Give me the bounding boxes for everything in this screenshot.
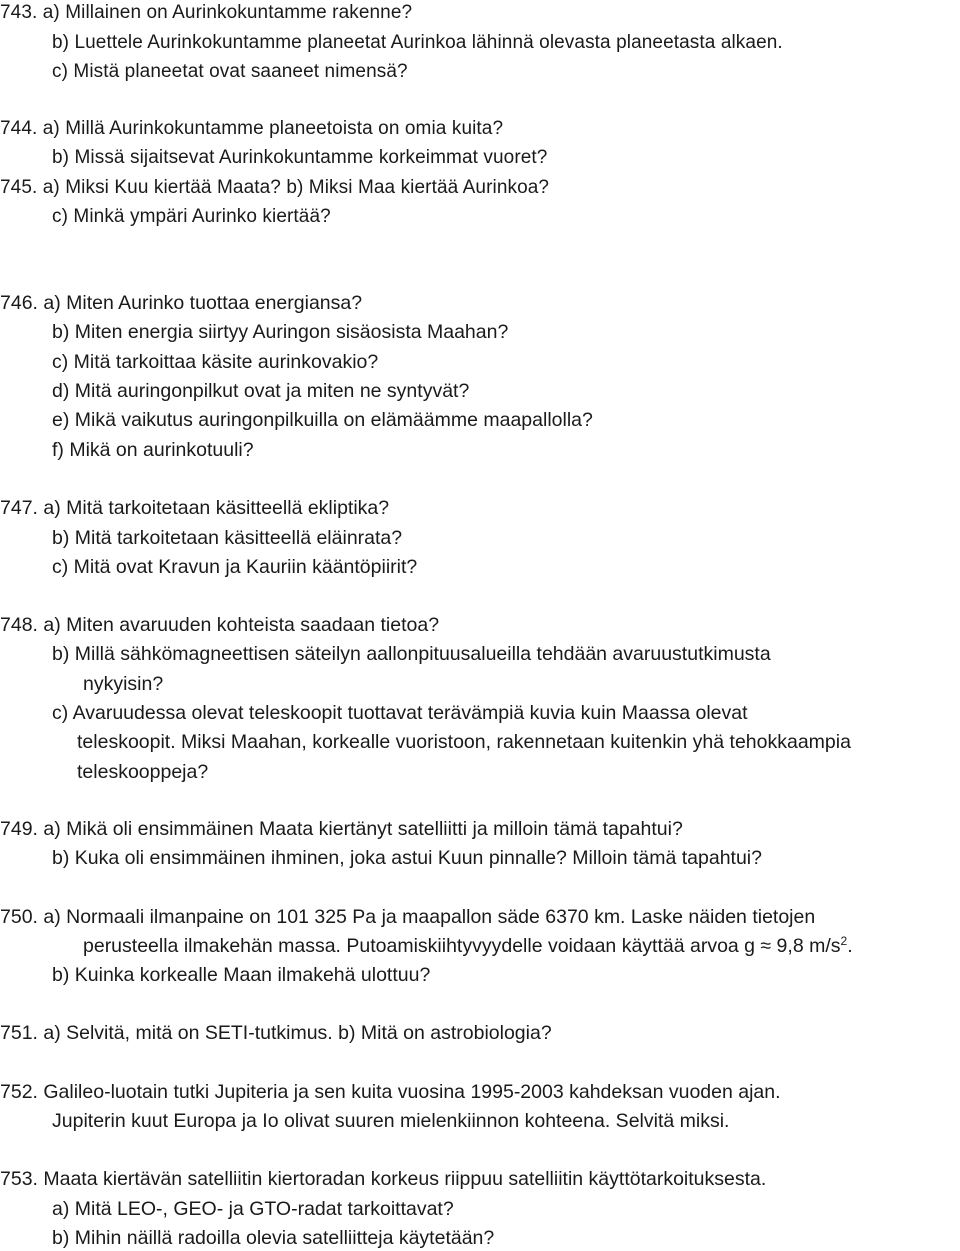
q746-d: d) Mitä auringonpilkut ovat ja miten ne syntyvät?	[52, 380, 470, 402]
q752-line2: Jupiterin kuut Europa ja Io olivat suuren mielenkiinnon kohteena. Selvitä miksi.	[52, 1110, 730, 1132]
q750-exponent: 2	[840, 934, 848, 948]
q748-a: 748. a) Miten avaruuden kohteista saadaan tietoa?	[0, 614, 440, 636]
q745-ab: 745. a) Miksi Kuu kiertää Maata? b) Miksi Maa kiertää Aurinkoa?	[0, 177, 550, 198]
q747-c: c) Mitä ovat Kravun ja Kauriin kääntöpiirit?	[52, 556, 418, 578]
q751-ab: 751. a) Selvitä, mitä on SETI-tutkimus. b) Mitä on astrobiologia?	[0, 1022, 552, 1044]
q749-a: 749. a) Mikä oli ensimmäinen Maata kiertänyt satelliitti ja milloin tämä tapahtui?	[0, 818, 683, 840]
q753-line1: 753. Maata kiertävän satelliitin kiertoradan korkeus riippuu satelliitin käyttötarkoituksesta.	[0, 1168, 767, 1190]
q746-c: c) Mitä tarkoittaa käsite aurinkovakio?	[52, 351, 379, 373]
q746-b: b) Miten energia siirtyy Auringon sisäosista Maahan?	[52, 321, 509, 343]
q752-line1: 752. Galileo-luotain tutki Jupiteria ja sen kuita vuosina 1995-2003 kahdeksan vuoden ajan.	[0, 1081, 781, 1103]
q747-b: b) Mitä tarkoitetaan käsitteellä eläinrata?	[52, 527, 403, 549]
q744-a: 744. a) Millä Aurinkokuntamme planeetoista on omia kuita?	[0, 118, 504, 139]
q750-a-line2-text: perusteella ilmakehän massa. Putoamiskiihtyvyydelle voidaan käyttää arvoa g ≈ 9,8 m/s	[83, 935, 841, 957]
q745-c: c) Minkä ympäri Aurinko kiertää?	[52, 206, 331, 227]
q748-b-line1: b) Millä sähkömagneettisen säteilyn aallonpituusalueilla tehdään avaruustutkimusta	[52, 643, 771, 665]
q753-a: a) Mitä LEO-, GEO- ja GTO-radat tarkoittavat?	[52, 1198, 454, 1220]
q753-b: b) Mihin näillä radoilla olevia satelliitteja käytetään?	[52, 1227, 495, 1249]
q743-c: c) Mistä planeetat ovat saaneet nimensä?	[52, 61, 408, 82]
q750-a-line2-period: .	[847, 935, 853, 957]
q743-b: b) Luettele Aurinkokuntamme planeetat Aurinkoa lähinnä olevasta planeetasta alkaen.	[52, 32, 783, 53]
q744-b: b) Missä sijaitsevat Aurinkokuntamme korkeimmat vuoret?	[52, 147, 548, 168]
q748-c-line2: teleskoopit. Miksi Maahan, korkealle vuoristoon, rakennetaan kuitenkin yhä tehokkaampia	[77, 731, 851, 753]
q748-b-line2: nykyisin?	[83, 673, 164, 695]
q743-a: 743. a) Millainen on Aurinkokuntamme rakenne?	[0, 2, 413, 23]
q747-a: 747. a) Mitä tarkoitetaan käsitteellä ekliptika?	[0, 497, 390, 519]
q746-f: f) Mikä on aurinkotuuli?	[52, 439, 254, 461]
q748-c-line1: c) Avaruudessa olevat teleskoopit tuottavat terävämpiä kuvia kuin Maassa olevat	[52, 702, 748, 724]
q749-b: b) Kuka oli ensimmäinen ihminen, joka astui Kuun pinnalle? Milloin tämä tapahtui?	[52, 847, 762, 869]
q746-e: e) Mikä vaikutus auringonpilkuilla on elämäämme maapallolla?	[52, 409, 593, 431]
q748-c-line3: teleskooppeja?	[77, 761, 209, 783]
q746-a: 746. a) Miten Aurinko tuottaa energiansa?	[0, 292, 363, 314]
q750-a-line2	[83, 934, 853, 958]
q750-a-line1: 750. a) Normaali ilmanpaine on 101 325 Pa ja maapallon säde 6370 km. Laske näiden tietojen	[0, 906, 816, 928]
q750-b: b) Kuinka korkealle Maan ilmakehä ulottuu?	[52, 964, 431, 986]
